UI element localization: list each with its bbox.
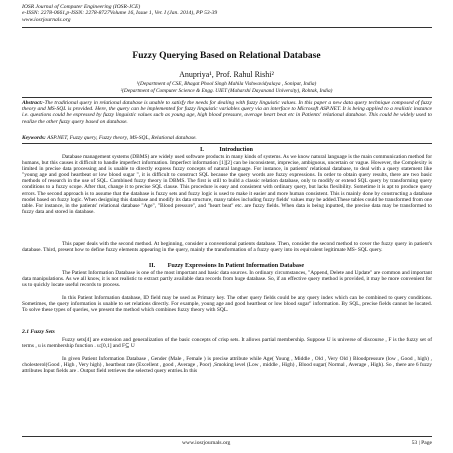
journal-name: IOSR Journal of Computer Engineering (IOSR-JCE) [22, 4, 141, 10]
abstract [22, 100, 432, 125]
abstract-label: Abstract: [22, 100, 43, 106]
abstract-text: -The traditional query in relational database is unable to satisfy the needs for dealing with fuzzy linguistic values. In this paper a new data query technique composed of fuzzy theory and MS-SQL is provided. Here, the query can be implemented for fuzzy linguistic variables query via an interface to Microsoft ASP.NET. It is being applied to a realistic instance i.e. questions could be expressed by fuzzy linguistic values such as young age, high blood pressure, average heart beat etc in Patients' relational database. This could be widely used to realize the other fuzzy query based on database. [22, 100, 432, 125]
keywords-label: Keywords: [22, 135, 46, 141]
abstract-bottom-rule [22, 143, 432, 144]
footer-rule [22, 436, 432, 437]
section-1-heading: I. Introduction [199, 146, 253, 153]
section-1-paragraph-1: Database management systems (DBMS) are widely used software products in many kinds of systems. As we know natural language is the main communication method for humans, but this causes it difficult to handle imperfect information. Imperfect information [1][2] can be inconsistent, imprecise, ambiguous, uncertain or vague. However, the Complexity is limited in precise data processing and is unable to directly express fuzzy concepts of natural language. For instance, in patients' relational database, to deal with a query statement like "young age and good heartbeat or low blood sugar ", it is difficult to construct SQL because the query words are fuzzy expressions. In order to obtain query results, there are two basic methods of research in the use of SQL. Combined fuzzy theory in DBMS. The first is still to build a classic relation database, only to modify or extend SQL query by transforming query conditions to a fuzzy scope. After that, change it to precise SQL clause. This procedure is easy and consistent with ordinary query, but lacks flexibility. Sometime it is apt to produce query errors. The second approach is to assume that the database is fuzzy sets and fuzzy logic is used to make it easier and more human consistent. This is mainly done by constructing a database model based on fuzzy logic. When designing this database and modify its data structure, many tables including fuzzy fields' values may be added.These tables could be transformed from one table. For instance, in the patients' relational database "Age", "Blood pressure", and "heart beat" etc. are fuzzy fields. When data is being inputted, the precise data may be transformed to fuzzy data and stored in database. [22, 154, 432, 215]
abstract-top-rule [22, 97, 432, 98]
section-2-heading: II. Fuzzy Expressions In Patient Information Database [148, 262, 305, 269]
affiliation-2: ²(Department of Computer Science & Engg. UIET (Maharshi Dayanand University), Rohtak, India) [120, 88, 333, 94]
page-number: 53 | Page [411, 440, 432, 446]
affiliation-1: ¹(Department of CSE, Bhagat Phool Singh Mahila Vishwavidyalaya , Sonipat, India) [136, 81, 317, 87]
section-1-paragraph-2: This paper deals with the second method. At beginning, consider a conventional patients database. Then, consider the second method to cover the fuzzy query in patient's database. Third, present how to define fuzzy elements appearing in the query, mainly the transformation of a fuzzy query into its equivalent legitimate MS- SQL query. [22, 241, 432, 254]
keywords [22, 135, 432, 141]
journal-issn: e-ISSN: 2278-0661,p-ISSN: 2278-8727Volume 16, Issue 1, Ver. I (Jan. 2014), PP 53-39 [22, 10, 218, 17]
header-rule [22, 27, 432, 28]
paper-authors: Anupriya¹, Prof. Rahul Rishi² [179, 70, 274, 79]
journal-header [22, 4, 217, 23]
subsection-2-1-heading: 2.1 Fuzzy Sets [22, 329, 55, 335]
footer-url[interactable]: www.iosrjournals.org [182, 440, 231, 446]
paper-title: Fuzzy Querying Based on Relational Database [132, 51, 321, 61]
subsection-2-1-paragraph-1: Fuzzy sets[4] are extension and generalization of the basic concepts of crisp sets. It allows partial membership. Suppose U is universe of discourse , F is the fuzzy set of terms , u is membership function . u:[0,1] and F⊆ U [22, 337, 432, 350]
subsection-2-1-paragraph-2: In given Patient Information Database , Gender (Male , Female ) is precise attribute while Age( Young , Middle , Old , Very Old ) Bloodpressure (low , Good , high) , cholesterol(Good , High , Very high) , heartbeat rate (Excellent , good , Average , Poor) ,Smoking level (Low , middle , High) , Blood sugar( Normal , Average , High). So , there are 6 fuzzy attributes Input fields are . Output field retrieves the selected query entries.In this [22, 356, 432, 375]
section-2-paragraph-2: In this Patient Information database, ID field may be used as Primary key. The other query fields could be any query index which can be combined to query conditions. Sometimes, the query information is unable to set relations directly. For example, young age and good heartbeat or low blood sugar" information. By SQL, precise fields cannot be located. To solve these types of queries, we present the method which combines fuzzy theory with SQL. [22, 295, 432, 314]
keywords-text: ASP.NET, Fuzzy query, Fuzzy theory, MS-SQL, Relational database. [45, 135, 197, 141]
journal-url[interactable]: www.iosrjournals.org [22, 16, 71, 23]
section-2-paragraph-1: The Patient Information Database is one of the most important and basic data sources. In ordinary circumstances, "Append, Delete and Update" are common and important data manipulations. As we all know, it is not realistic to extract partly available data records from huge database. So, if an effective query method is provided, it may be more convenient for us to quickly locate useful records to process. [22, 270, 432, 289]
